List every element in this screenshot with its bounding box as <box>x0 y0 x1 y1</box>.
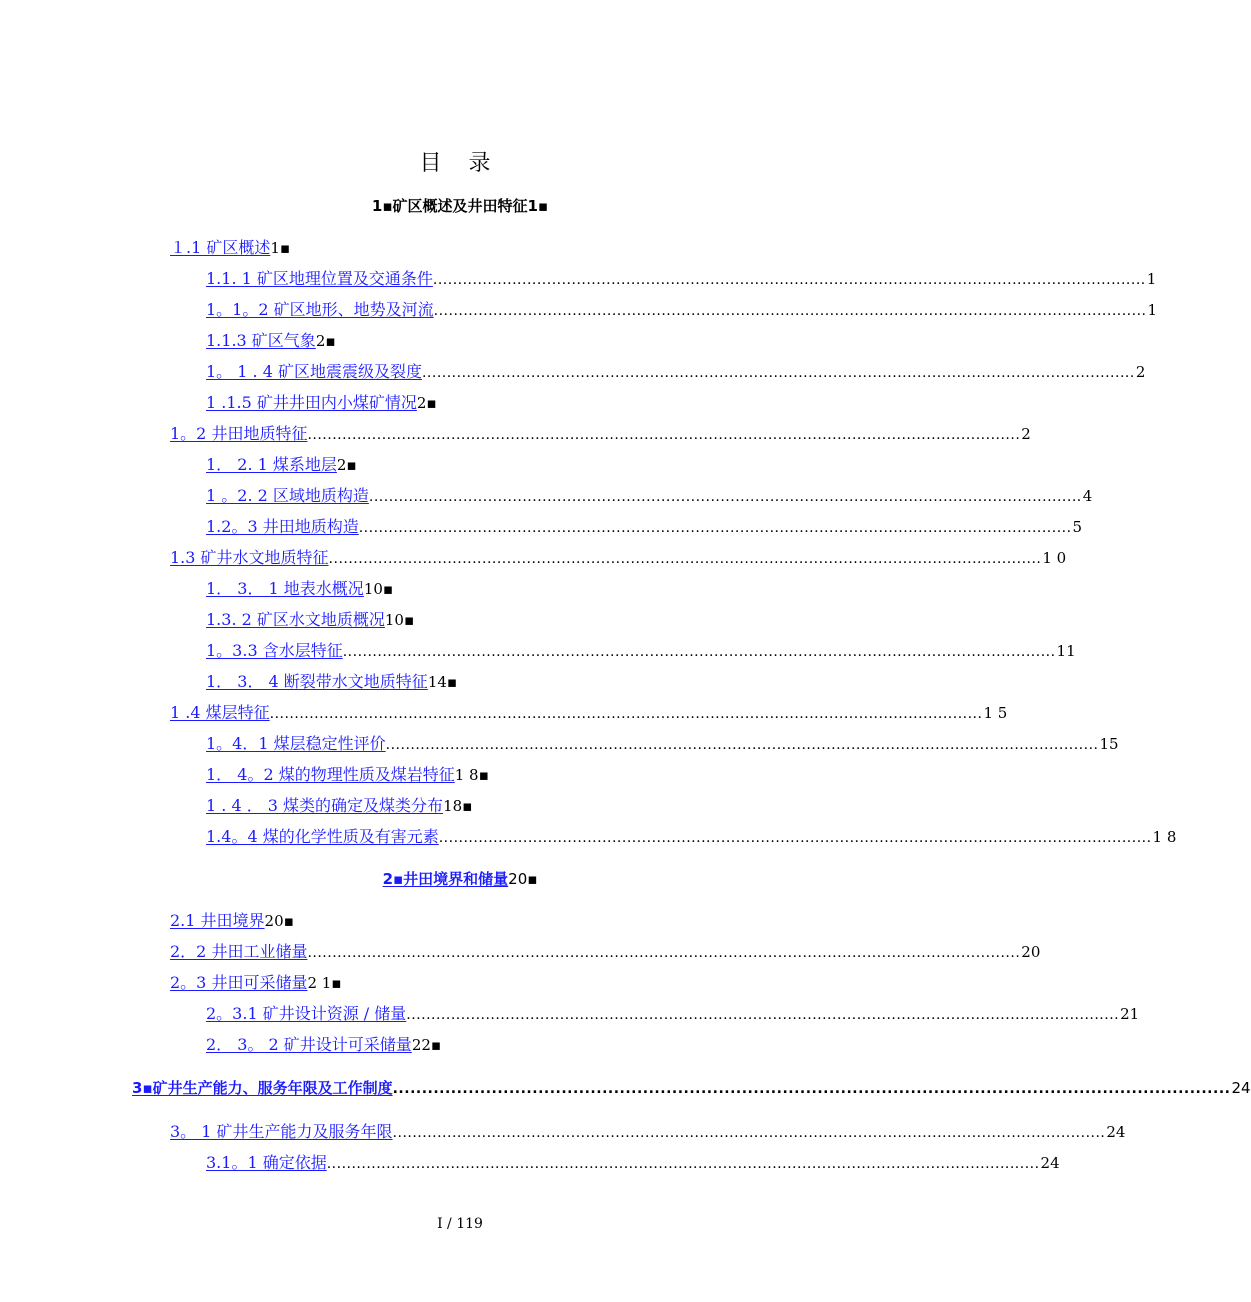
page-number-footer: I / 119 <box>437 1216 483 1232</box>
toc-link[interactable]: 1． 4。2 煤的物理性质及煤岩特征 <box>206 765 455 784</box>
toc-page: 1 0 <box>1042 549 1067 567</box>
toc-page: 22▪ <box>411 1036 442 1054</box>
toc-page: 14▪ <box>427 673 458 691</box>
toc-link[interactable]: 1.1. 1 矿区地理位置及交通条件 <box>206 269 433 288</box>
toc-page: 2 1▪ <box>307 974 342 992</box>
toc-link[interactable]: 1.3. 2 矿区水文地质概况 <box>206 610 385 629</box>
toc-page: 20▪ <box>508 870 538 888</box>
toc-link[interactable]: 1。2 井田地质特征 <box>170 424 308 443</box>
toc-link[interactable]: 1。 1 . 4 矿区地震震级及裂度 <box>206 362 422 381</box>
toc-title: 目 录 <box>419 151 501 176</box>
toc-leader: ................................................................................................................................................ <box>392 1125 1106 1141</box>
toc-entry-1-1-2[interactable] <box>206 298 1158 322</box>
toc-entry-3-1[interactable] <box>170 1120 1126 1144</box>
toc-link[interactable]: 3.1。1 确定依据 <box>206 1153 327 1172</box>
toc-leader: ................................................................................................................................................ <box>438 830 1152 846</box>
toc-entry-1-4-3[interactable] <box>206 794 826 818</box>
toc-entry-2-3[interactable] <box>170 971 830 995</box>
toc-page: 11 <box>1056 642 1076 660</box>
toc-page: 18▪ <box>443 797 473 815</box>
toc-entry-text[interactable]: 1▪矿区概述及井田特征1▪ <box>371 197 549 215</box>
toc-page: 1 8▪ <box>454 766 489 784</box>
toc-page: 24 <box>1040 1154 1060 1172</box>
toc-entry-1-2-2[interactable] <box>206 484 1093 508</box>
toc-link[interactable]: 2。3.1 矿井设计资源 / 储量 <box>206 1004 407 1023</box>
toc-link[interactable]: 3▪矿井生产能力、服务年限及工作制度 <box>132 1079 393 1097</box>
toc-entry-1-4-4[interactable] <box>206 825 1177 849</box>
toc-link[interactable]: 1。4．1 煤层稳定性评价 <box>206 734 386 753</box>
toc-leader: ................................................................................................................................................ <box>392 1081 1231 1097</box>
toc-link[interactable]: 1． 2. 1 煤系地层 <box>206 455 337 474</box>
toc-entry-1-4-2[interactable] <box>206 763 826 787</box>
toc-chapter-2[interactable] <box>0 867 920 891</box>
toc-link[interactable]: 1.4。4 煤的化学性质及有害元素 <box>206 827 439 846</box>
toc-link[interactable]: 1． 3． 4 断裂带水文地质特征 <box>206 672 428 691</box>
toc-leader: ................................................................................................................................................ <box>307 945 1021 961</box>
toc-page: 1 5 <box>983 704 1008 722</box>
toc-entry-1-1-5[interactable] <box>206 391 826 415</box>
toc-entry-2-3-2[interactable] <box>206 1033 826 1057</box>
toc-entry-1-1[interactable] <box>170 236 830 260</box>
toc-page: 2▪ <box>336 456 357 474</box>
toc-entry-3-1-1[interactable] <box>206 1151 1060 1175</box>
toc-leader: ................................................................................................................................................ <box>342 644 1056 660</box>
toc-link[interactable]: 1.1.3 矿区气象 <box>206 331 316 350</box>
toc-link[interactable]: 3。 1 矿井生产能力及服务年限 <box>170 1122 393 1141</box>
toc-page: 10▪ <box>363 580 394 598</box>
toc-link[interactable]: 1 . 4 ． 3 煤类的确定及煤类分布 <box>206 796 444 815</box>
toc-leader: ................................................................................................................................................ <box>432 272 1146 288</box>
toc-leader: ................................................................................................................................................ <box>328 551 1042 567</box>
toc-entry-2-1[interactable] <box>170 909 830 933</box>
toc-link[interactable]: 2． 3。 2 矿井设计可采储量 <box>206 1035 412 1054</box>
toc-link[interactable]: 1。1。2 矿区地形、地势及河流 <box>206 300 434 319</box>
toc-page: 1 8 <box>1152 828 1177 846</box>
toc-leader: ................................................................................................................................................ <box>433 303 1147 319</box>
toc-page: 2▪ <box>315 332 336 350</box>
toc-page: 24 <box>1106 1123 1126 1141</box>
toc-leader: ................................................................................................................................................ <box>307 427 1021 443</box>
toc-entry-1-3[interactable] <box>170 546 1067 570</box>
toc-page: 20 <box>1021 943 1041 961</box>
toc-entry-1-2-3[interactable] <box>206 515 1083 539</box>
toc-link[interactable]: １.1 矿区概述 <box>170 238 271 257</box>
toc-entry-1-3-4[interactable] <box>206 670 826 694</box>
toc-page: 2 <box>1135 363 1146 381</box>
toc-page: 20▪ <box>264 912 294 930</box>
toc-leader: ................................................................................................................................................ <box>406 1007 1120 1023</box>
toc-page: 15 <box>1099 735 1119 753</box>
toc-entry-1-2-1[interactable] <box>206 453 826 477</box>
toc-page: 2 <box>1021 425 1031 443</box>
toc-entry-2-3-1[interactable] <box>206 1002 1140 1026</box>
toc-leader: ................................................................................................................................................ <box>326 1156 1040 1172</box>
toc-leader: ................................................................................................................................................ <box>368 489 1082 505</box>
toc-link[interactable]: 1。3.3 含水层特征 <box>206 641 343 660</box>
toc-link[interactable]: 1 .4 煤层特征 <box>170 703 270 722</box>
toc-leader: ................................................................................................................................................ <box>269 706 983 722</box>
toc-chapter-3[interactable] <box>132 1076 1251 1100</box>
toc-link[interactable]: 2▪井田境界和储量 <box>382 870 509 888</box>
toc-entry-1-4-1[interactable] <box>206 732 1119 756</box>
toc-leader: ................................................................................................................................................ <box>421 365 1135 381</box>
toc-leader: ................................................................................................................................................ <box>358 520 1072 536</box>
toc-entry-2-2[interactable] <box>170 940 1041 964</box>
toc-link[interactable]: 1.3 矿井水文地质特征 <box>170 548 329 567</box>
toc-entry-1-3-2[interactable] <box>206 608 826 632</box>
toc-page: 21 <box>1120 1005 1140 1023</box>
toc-page: 2▪ <box>416 394 437 412</box>
toc-page: 1 <box>1147 301 1158 319</box>
toc-entry-1-3-1[interactable] <box>206 577 826 601</box>
toc-entry-1-3-3[interactable] <box>206 639 1076 663</box>
toc-page: 24 <box>1231 1079 1251 1097</box>
toc-link[interactable]: 1． 3． 1 地表水概况 <box>206 579 364 598</box>
toc-entry-1-1-1[interactable] <box>206 267 1157 291</box>
toc-link[interactable]: 2。3 井田可采储量 <box>170 973 308 992</box>
toc-link[interactable]: 2.1 井田境界 <box>170 911 265 930</box>
toc-entry-1-1-3[interactable] <box>206 329 826 353</box>
toc-link[interactable]: 1 。2. 2 区域地质构造 <box>206 486 369 505</box>
toc-page: 1▪ <box>270 239 291 257</box>
toc-link[interactable]: 1.2。3 井田地质构造 <box>206 517 359 536</box>
toc-chapter-1[interactable] <box>0 194 920 218</box>
toc-page: 5 <box>1072 518 1083 536</box>
toc-entry-1-2[interactable] <box>170 422 1031 446</box>
toc-link[interactable]: 1 .1.5 矿井井田内小煤矿情况 <box>206 393 417 412</box>
toc-leader: ................................................................................................................................................ <box>385 737 1099 753</box>
toc-entry-1-4[interactable] <box>170 701 1008 725</box>
toc-page: 4 <box>1082 487 1093 505</box>
toc-page: 1 <box>1146 270 1157 288</box>
toc-link[interactable]: 2．2 井田工业储量 <box>170 942 308 961</box>
toc-page: 10▪ <box>384 611 415 629</box>
toc-entry-1-1-4[interactable] <box>206 360 1146 384</box>
